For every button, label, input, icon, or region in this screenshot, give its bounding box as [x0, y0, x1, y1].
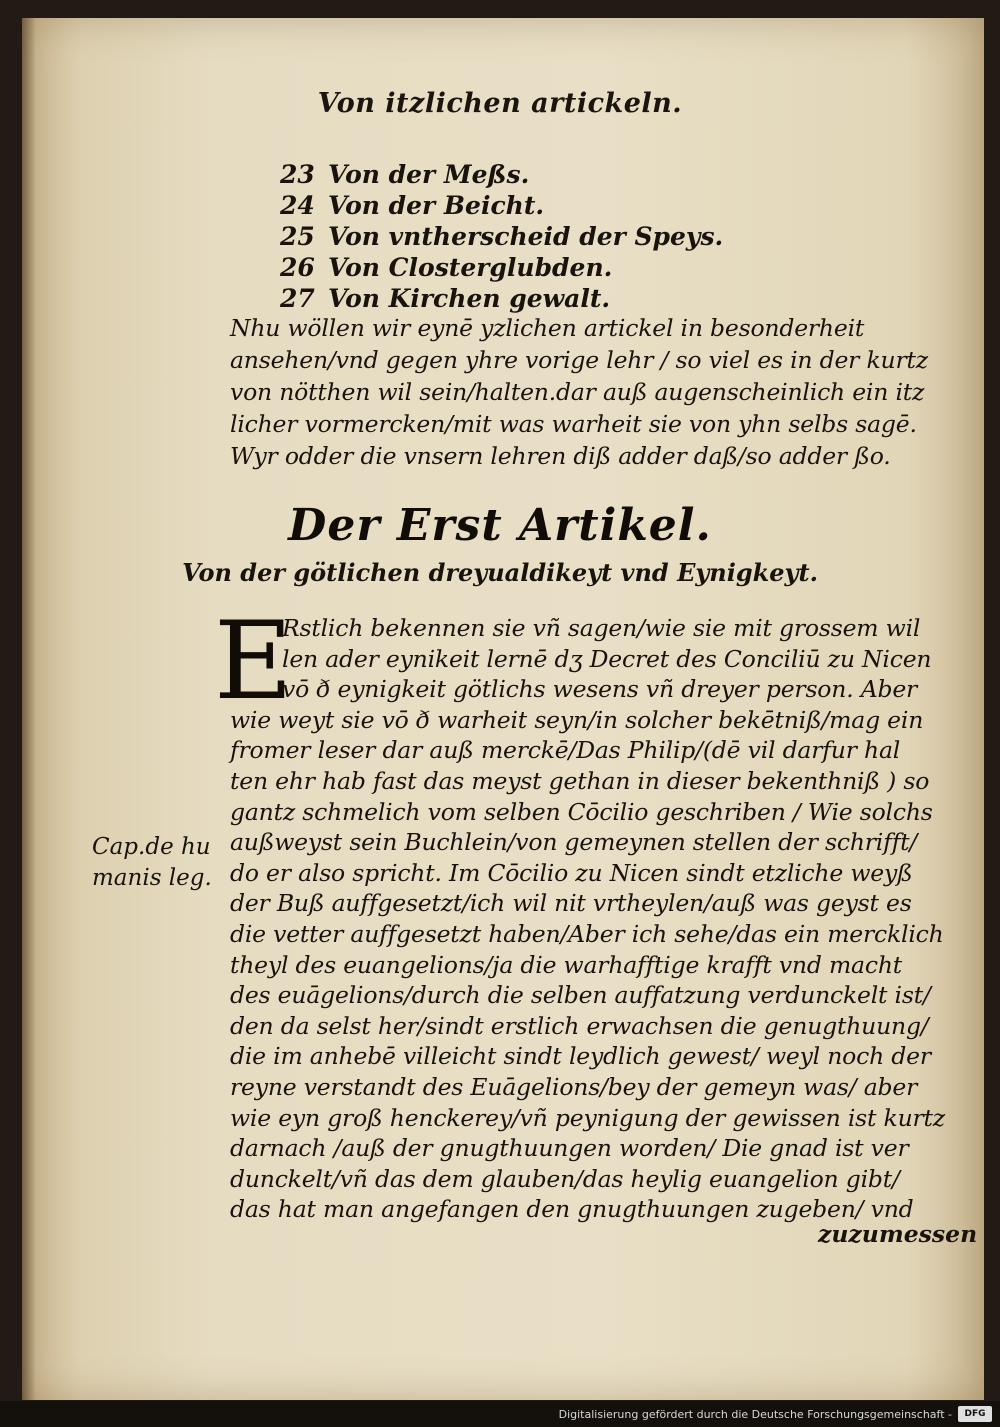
text-line: ten ehr hab fast das meyst gethan in dieser bekenthniß ) so: [230, 766, 930, 795]
article-title: Der Erst Artikel.: [288, 500, 712, 551]
text-line: vō ð eynigkeit götlichs wesens vñ dreyer person. Aber: [282, 675, 918, 704]
text-line: Nhu wöllen wir eynē yzlichen artickel in besonderheit: [230, 314, 865, 342]
text-line: wie eyn groß henckerey/vñ peynigung der gewissen ist kurtz: [230, 1103, 945, 1132]
list-item: [280, 222, 723, 253]
text-line: darnach /auß der gnugthuungen worden/ Die gnad ist ver: [230, 1134, 909, 1163]
drop-cap: E: [214, 599, 293, 724]
list-item: [280, 253, 723, 284]
text-line: len ader eynikeit lernē dʒ Decret des Conciliū zu Nicen: [282, 644, 932, 673]
text-line: wie weyt sie vō ð warheit seyn/in solcher bekētniß/mag ein: [230, 705, 924, 734]
gutter-shadow: [22, 18, 36, 1400]
margin-note-line: manis leg.: [92, 864, 212, 891]
item-text: Von vntherscheid der Speys.: [328, 222, 724, 251]
text-line: Wyr odder die vnsern lehren diß adder daß/so adder ßo.: [230, 442, 891, 470]
item-number: 24: [280, 191, 315, 220]
item-text: Von der Beicht.: [328, 191, 545, 220]
text-line: Rstlich bekennen sie vñ sagen/wie sie mit grossem wil: [282, 614, 921, 642]
margin-note-line: Cap.de hu: [92, 834, 211, 860]
text-line: von nötthen wil sein/halten.dar auß augenscheinlich ein itz: [230, 378, 925, 406]
list-item: [280, 284, 723, 315]
text-line: theyl des euangelions/ja die warhafftige krafft vnd macht: [230, 950, 902, 979]
item-number: 26: [280, 253, 315, 282]
item-number: 25: [280, 222, 315, 251]
item-text: Von Kirchen gewalt.: [328, 284, 611, 313]
article-list: [280, 160, 723, 315]
article-subtitle: Von der götlichen dreyualdikeyt vnd Eynigkeyt.: [182, 558, 818, 587]
text-line: den da selst her/sindt erstlich erwachsen die genugthuung/: [230, 1011, 929, 1040]
text-line: die vetter auffgesetzt haben/Aber ich sehe/das ein mercklich: [230, 919, 944, 948]
catchword: zuzumessen: [818, 1220, 978, 1248]
running-head: Von itzlichen artickeln.: [317, 88, 683, 119]
text-line: der Buß auffgesetzt/ich wil nit vrtheylen/auß was geyst es: [230, 889, 912, 918]
text-line: dunckelt/vñ das dem glauben/das heylig euangelion gibt/: [230, 1164, 900, 1193]
text-line: des euāgelions/durch die selben auffatzung verdunckelt ist/: [230, 981, 931, 1010]
digitization-footer: [0, 1401, 1000, 1427]
article-body: [230, 614, 950, 1226]
intro-paragraph: [230, 314, 950, 474]
text-line: do er also spricht. Im Cōcilio zu Nicen sindt etzliche weyß: [230, 858, 913, 887]
text-line: reyne verstandt des Euāgelions/bey der gemeyn was/ aber: [230, 1072, 918, 1101]
text-line: außweyst sein Buchlein/von gemeynen stellen der schrifft/: [230, 828, 918, 857]
item-number: 27: [280, 284, 315, 313]
dfg-logo-icon: DFG: [958, 1406, 992, 1422]
text-line: fromer leser dar auß merckē/Das Philip/(dē vil darfur hal: [230, 736, 901, 765]
item-text: Von der Meßs.: [328, 160, 530, 189]
list-item: [280, 191, 723, 222]
list-item: [280, 160, 723, 191]
footer-credit: Digitalisierung gefördert durch die Deutsche Forschungsgemeinschaft -: [558, 1408, 952, 1421]
text-line: die im anhebē villeicht sindt leydlich gewest/ weyl noch der: [230, 1042, 931, 1071]
text-line: ansehen/vnd gegen yhre vorige lehr / so viel es in der kurtz: [230, 346, 928, 374]
text-line: das hat man angefangen den gnugthuungen zugeben/ vnd: [230, 1195, 914, 1224]
text-line: licher vormercken/mit was warheit sie von yhn selbs sagē.: [230, 410, 917, 438]
item-text: Von Closterglubden.: [328, 253, 613, 282]
margin-note: [92, 832, 212, 893]
item-number: 23: [280, 160, 315, 189]
text-line: gantz schmelich vom selben Cōcilio geschriben / Wie solchs: [230, 797, 933, 826]
